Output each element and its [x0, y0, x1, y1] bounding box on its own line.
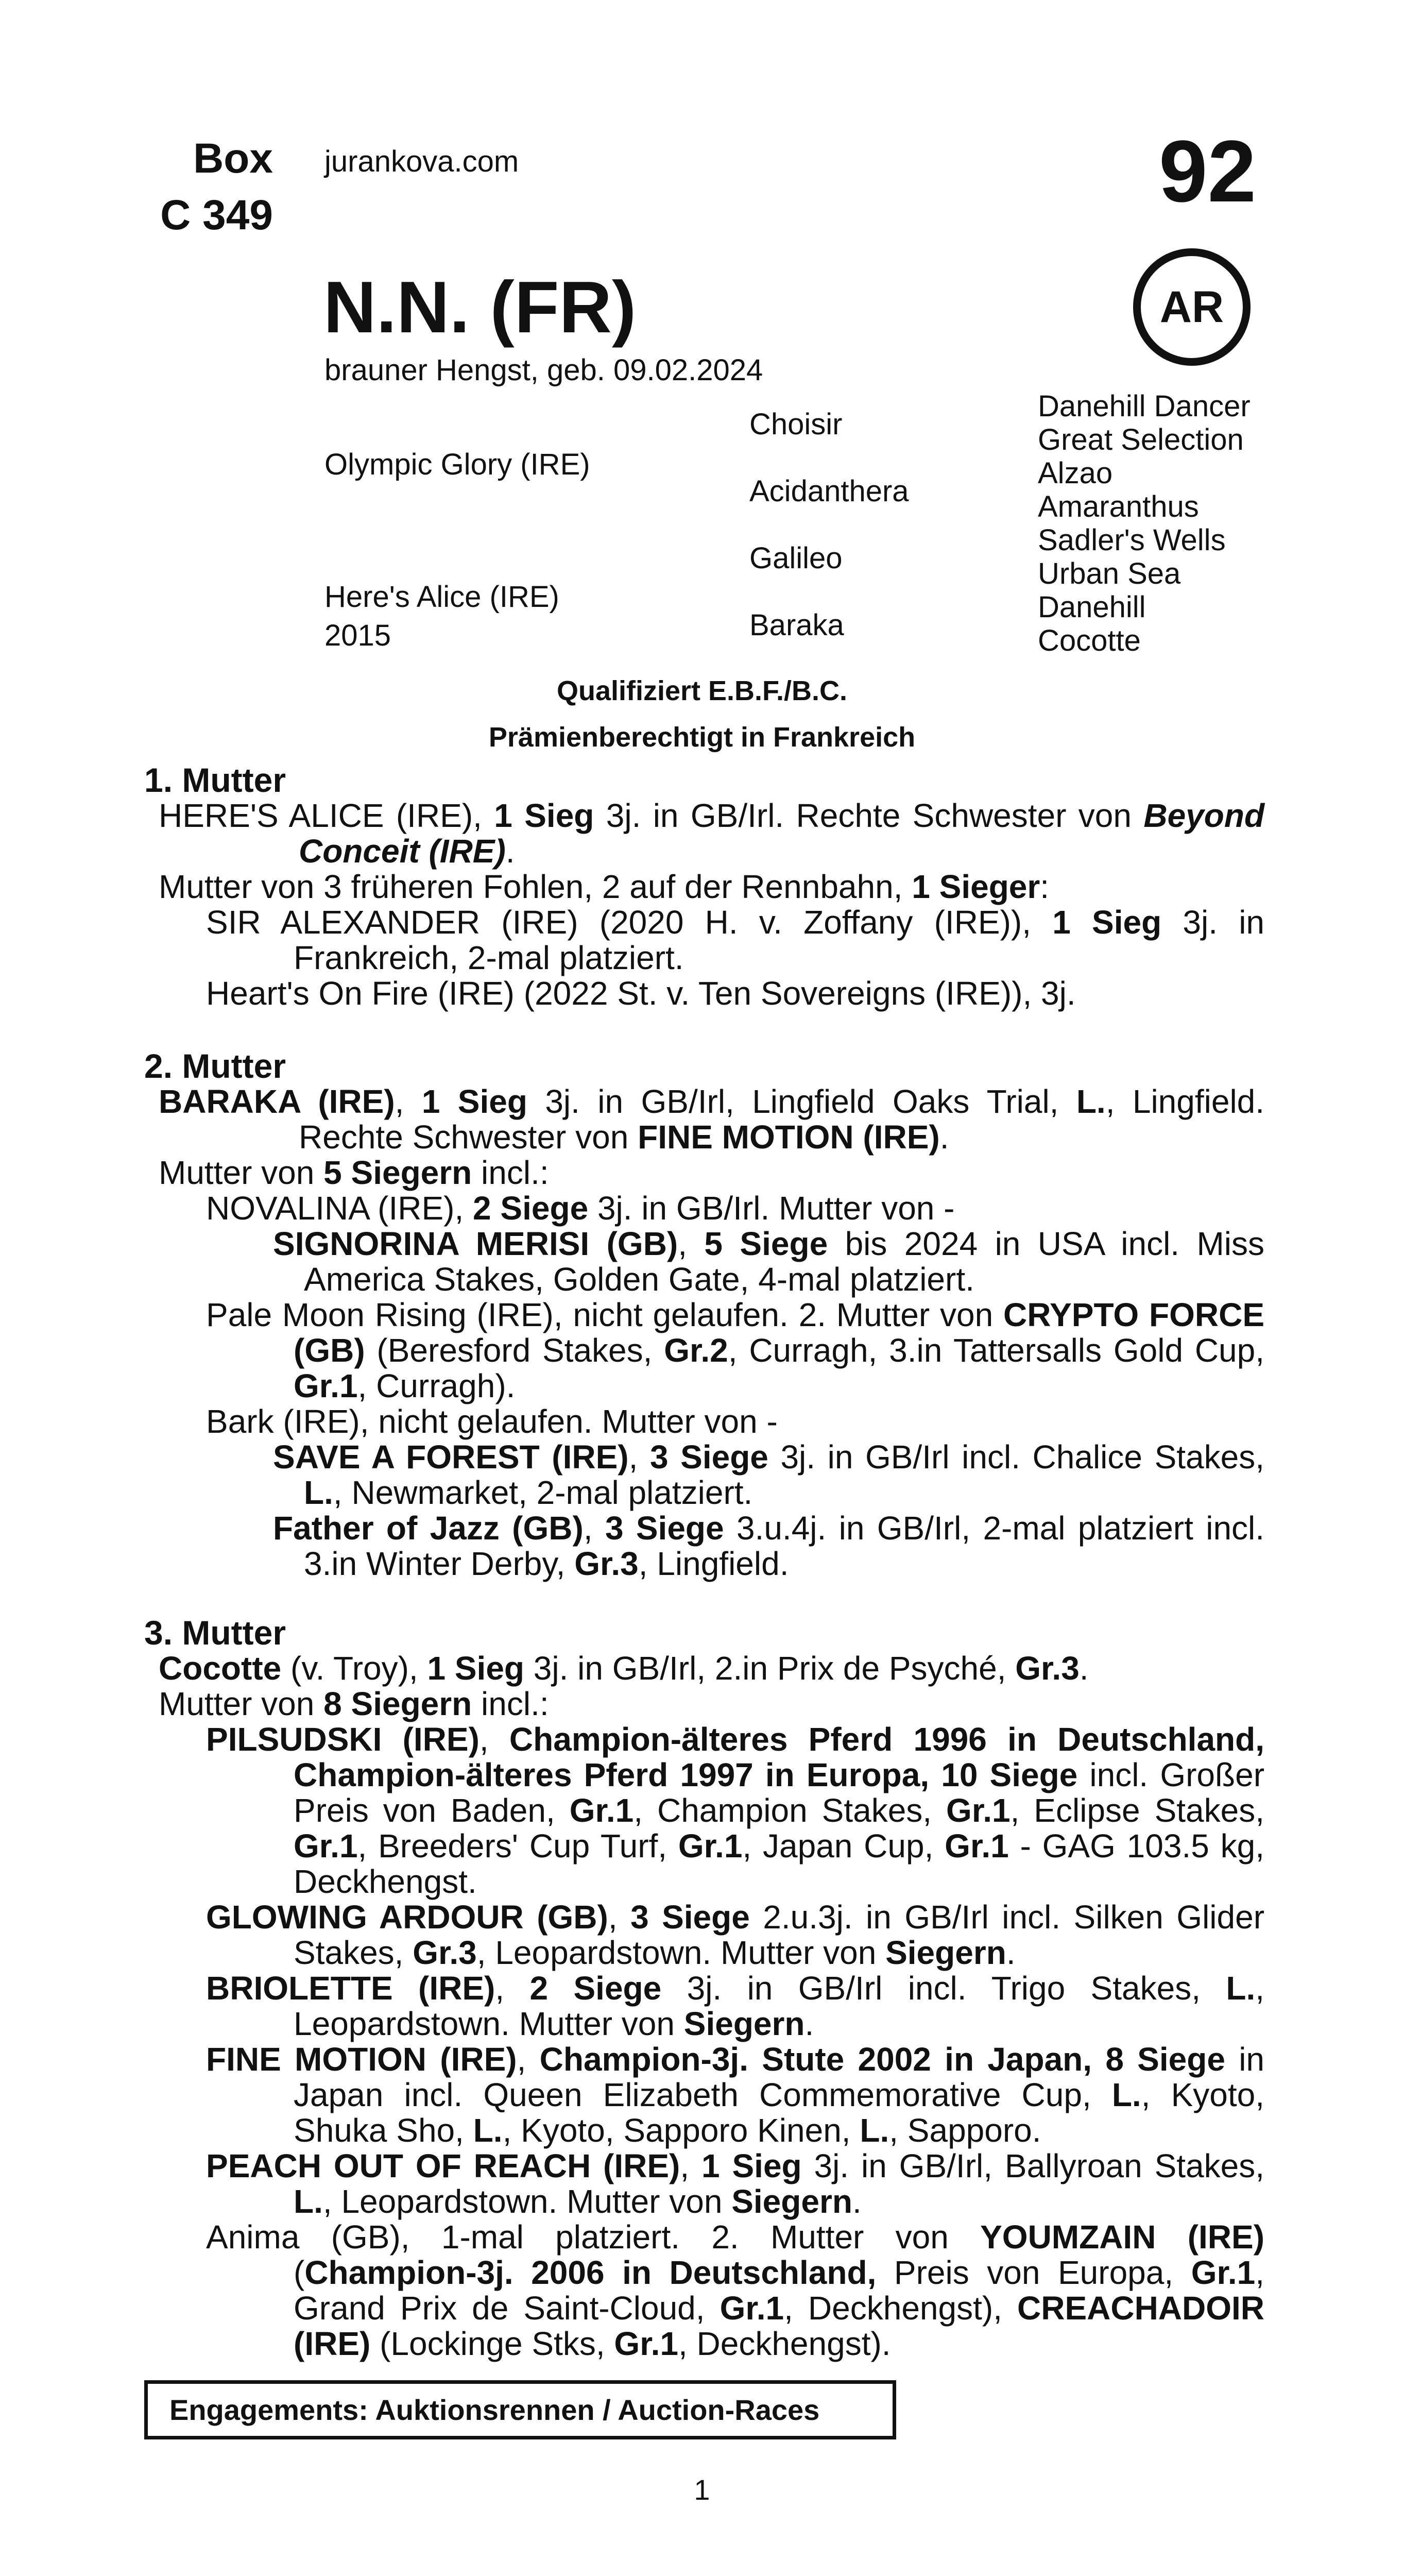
pedigree-dam-year: 2015 — [324, 619, 391, 652]
text-run: - GAG 103.5 kg, Deckhengst. — [294, 1827, 1265, 1900]
text-run: , Leopardstown. Mutter von — [476, 1934, 886, 1971]
text-run: , — [583, 1510, 605, 1547]
text-run: , — [678, 1225, 705, 1262]
bold-text: CRYPTO FORCE (GB) — [294, 1296, 1265, 1369]
bold-text: Gr.3 — [1015, 1650, 1080, 1687]
text-run: . — [1079, 1650, 1089, 1687]
text-run: , Kyoto, Shuka Sho, — [294, 2076, 1264, 2149]
bold-text: Gr.1 — [1191, 2254, 1256, 2291]
pedigree-grandparent: Acidanthera — [749, 474, 909, 508]
section-heading: 2. Mutter — [144, 1047, 286, 1085]
text-run: , Champion Stakes, — [633, 1792, 947, 1829]
text-run: Heart's On Fire (IRE) (2022 St. v. Ten Sovereigns (IRE)), 3j. — [206, 975, 1076, 1012]
horse-description: brauner Hengst, geb. 09.02.2024 — [324, 353, 763, 387]
text-run: (Beresford Stakes, — [365, 1332, 664, 1369]
bold-text: Gr.3 — [574, 1545, 639, 1582]
engagements-box — [144, 2380, 896, 2439]
lot-number: 92 — [1159, 123, 1257, 221]
text-run: , Leopardstown. Mutter von — [294, 1970, 1264, 2042]
qualification-note: Qualifiziert E.B.F./B.C. — [556, 675, 848, 706]
bold-text: Champion-älteres Pferd 1996 in Deutschland, Champion-älteres Pferd 1997 in Europa, 10 Siege — [294, 1721, 1265, 1793]
first-dam-section — [144, 762, 1264, 1011]
pedigree-great-grandparent: Urban Sea — [1038, 557, 1181, 590]
text-run: , — [517, 2041, 540, 2078]
offspring-entry — [144, 1900, 1264, 1971]
text-run: : — [1040, 868, 1050, 905]
offspring-entry — [144, 976, 1264, 1011]
bold-text: Champion-3j. 2006 in Deutschland, — [304, 2254, 877, 2291]
offspring-entry — [144, 2219, 1264, 2362]
bold-text: SIGNORINA MERISI (GB) — [273, 1225, 678, 1262]
bold-text: L. — [1076, 1083, 1106, 1120]
page-number: 1 — [694, 2473, 710, 2506]
text-run: in Japan incl. Queen Elizabeth Commemorative Cup, — [294, 2041, 1264, 2113]
text-run: , Eclipse Stakes, — [1010, 1792, 1264, 1829]
offspring-intro — [144, 1686, 1264, 1722]
text-run: . — [852, 2183, 862, 2220]
engagements-label: Engagements: Auktionsrennen / Auction-Races — [169, 2394, 820, 2426]
offspring-entry — [144, 905, 1264, 976]
text-run: 3j. in GB/Irl, 2.in Prix de Psyché, — [524, 1650, 1016, 1687]
text-run: , — [680, 2147, 702, 2184]
text-run: , — [495, 1970, 530, 2007]
bold-text: L. — [294, 2183, 323, 2220]
bold-text: CREACHADOIR (IRE) — [294, 2290, 1265, 2362]
text-run: . — [1006, 1934, 1016, 1971]
offspring-entry — [144, 1191, 1264, 1226]
text-run: , Breeders' Cup Turf, — [357, 1827, 678, 1865]
pedigree-great-grandparent: Alzao — [1038, 456, 1113, 490]
bold-text: Gr.1 — [294, 1827, 358, 1865]
offspring-entry — [144, 1404, 1264, 1439]
bold-text: L. — [1111, 2076, 1141, 2113]
text-run: Mutter von 3 früheren Fohlen, 2 auf der Rennbahn, — [159, 868, 912, 905]
text-run: Mutter von — [159, 1154, 324, 1191]
text-run: . — [939, 1118, 949, 1156]
grand-offspring-entry — [144, 1511, 1264, 1582]
bold-text: 2 Siege — [529, 1970, 662, 2007]
text-run: 3j. in GB/Irl incl. Trigo Stakes, — [661, 1970, 1226, 2007]
bold-text: PILSUDSKI (IRE) — [206, 1721, 480, 1758]
bold-text: Gr.2 — [664, 1332, 728, 1369]
grand-offspring-entry — [144, 1439, 1264, 1511]
text-run: , — [628, 1438, 650, 1476]
text-run: (Lockinge Stks, — [370, 2325, 614, 2362]
text-run: 3j. in GB/Irl. Mutter von - — [588, 1190, 955, 1227]
pedigree-great-grandparent: Cocotte — [1038, 624, 1141, 657]
dam-paragraph — [144, 1651, 1264, 1686]
text-run: , Sapporo. — [889, 2112, 1041, 2149]
bold-text: L. — [473, 2112, 503, 2149]
text-run: bis 2024 in USA incl. Miss America Stakes, Golden Gate, 4-mal platziert. — [304, 1225, 1264, 1298]
bold-text: FINE MOTION (IRE) — [206, 2041, 517, 2078]
pedigree-great-grandparent: Danehill Dancer — [1038, 389, 1251, 423]
text-run: Preis von Europa, — [876, 2254, 1191, 2291]
grand-offspring-entry — [144, 1226, 1264, 1297]
text-run: , — [479, 1721, 509, 1758]
bold-text: 1 Sieg — [1052, 904, 1162, 941]
bold-text: L. — [860, 2112, 889, 2149]
bold-text: 3 Siege — [649, 1438, 768, 1476]
text-run: , Leopardstown. Mutter von — [322, 2183, 732, 2220]
bold-text: 1 Sieg — [421, 1083, 527, 1120]
pedigree-great-grandparent: Sadler's Wells — [1038, 523, 1226, 557]
premium-note: Prämienberechtigt in Frankreich — [488, 722, 916, 753]
text-run: 2.u.3j. in GB/Irl incl. Silken Glider Stakes, — [294, 1899, 1265, 1971]
bold-text: 2 Siege — [473, 1190, 589, 1227]
bold-text: Gr.1 — [945, 1827, 1009, 1865]
pedigree-grandparent: Baraka — [749, 608, 844, 642]
bold-text: GLOWING ARDOUR (GB) — [206, 1899, 608, 1936]
second-dam-section — [144, 1048, 1264, 1582]
bold-text: 5 Siegern — [323, 1154, 472, 1191]
text-run: , Newmarket, 2-mal platziert. — [333, 1474, 753, 1511]
text-run: 3j. in GB/Irl, Ballyroan Stakes, — [801, 2147, 1265, 2184]
bold-text: Gr.1 — [720, 2290, 784, 2327]
offspring-intro — [144, 869, 1264, 905]
text-run: (v. Troy), — [281, 1650, 427, 1687]
bold-text: Champion-3j. Stute 2002 in Japan, 8 Siege — [539, 2041, 1225, 2078]
bold-text: L. — [1226, 1970, 1256, 2007]
text-run: , Deckhengst). — [678, 2325, 891, 2362]
text-run: , Kyoto, Sapporo Kinen, — [502, 2112, 860, 2149]
text-run: Pale Moon Rising (IRE), nicht gelaufen. 2. Mutter von — [206, 1296, 1004, 1333]
bold-text: YOUMZAIN (IRE) — [980, 2218, 1264, 2256]
offspring-entry — [144, 2042, 1264, 2148]
ar-badge-label: AR — [1159, 282, 1224, 332]
bold-text: FINE MOTION (IRE) — [638, 1118, 940, 1156]
bold-text: Cocotte — [159, 1650, 282, 1687]
offspring-entry — [144, 2148, 1264, 2219]
bold-text: 1 Sieg — [701, 2147, 802, 2184]
bold-text: 8 Siegern — [323, 1685, 472, 1722]
bold-text: 3 Siege — [605, 1510, 724, 1547]
box-label: Box — [193, 135, 273, 182]
text-run: , Japan Cup, — [742, 1827, 945, 1865]
bold-text: Beyond Conceit (IRE) — [299, 797, 1265, 870]
text-run: NOVALINA (IRE), — [206, 1190, 473, 1227]
box-number: C 349 — [160, 192, 273, 239]
text-run: SIR ALEXANDER (IRE) (2020 H. v. Zoffany (IRE)), — [206, 904, 1053, 941]
bold-text: Siegern — [683, 2005, 805, 2042]
text-run: , Grand Prix de Saint-Cloud, — [294, 2254, 1265, 2327]
offspring-entry — [144, 1722, 1264, 1900]
dam-paragraph — [144, 1084, 1264, 1155]
text-run: incl. Großer Preis von Baden, — [294, 1756, 1265, 1829]
bold-text: L. — [304, 1474, 333, 1511]
bold-text: 1 Sieger — [912, 868, 1040, 905]
bold-text: Gr.1 — [678, 1827, 743, 1865]
text-run: 3j. in Frankreich, 2-mal platziert. — [294, 904, 1265, 976]
section-heading: 1. Mutter — [144, 761, 286, 799]
bold-text: Siegern — [731, 2183, 852, 2220]
text-run: , Deckhengst), — [784, 2290, 1018, 2327]
offspring-entry — [144, 1297, 1264, 1404]
pedigree-grandparent: Galileo — [749, 541, 843, 575]
text-run: 3j. in GB/Irl, Lingfield Oaks Trial, — [527, 1083, 1076, 1120]
text-run: Mutter von — [159, 1685, 324, 1722]
pedigree-great-grandparent: Danehill — [1038, 590, 1146, 624]
bold-text: PEACH OUT OF REACH (IRE) — [206, 2147, 680, 2184]
third-dam-section — [144, 1615, 1264, 2362]
bold-text: Gr.1 — [569, 1792, 634, 1829]
text-run: , — [395, 1083, 422, 1120]
bold-text: 1 Sieg — [494, 797, 594, 834]
text-run: , Curragh, 3.in Tattersalls Gold Cup, — [728, 1332, 1265, 1369]
dam-paragraph — [144, 798, 1264, 869]
text-run: Anima (GB), 1-mal platziert. 2. Mutter von — [206, 2218, 981, 2256]
section-heading: 3. Mutter — [144, 1614, 286, 1652]
bold-text: Gr.1 — [946, 1792, 1011, 1829]
horse-name: N.N. (FR) — [323, 266, 637, 348]
text-run: , Lingfield. Rechte Schwester von — [299, 1083, 1265, 1156]
bold-text: 3 Siege — [630, 1899, 750, 1936]
pedigree-grandparent: Choisir — [749, 408, 843, 441]
bold-text: Gr.3 — [413, 1934, 477, 1971]
bold-text: BRIOLETTE (IRE) — [206, 1970, 495, 2007]
text-run: HERE'S ALICE (IRE), — [159, 797, 494, 834]
text-run: , — [608, 1899, 631, 1936]
bold-text: Gr.1 — [294, 1367, 358, 1404]
text-run: . — [804, 2005, 814, 2042]
text-run: 3.u.4j. in GB/Irl, 2-mal platziert incl. 3.in Winter Derby, — [304, 1510, 1265, 1582]
pedigree-dam: Here's Alice (IRE) — [324, 580, 559, 614]
text-run: , Curragh). — [357, 1367, 516, 1404]
text-run: 3j. in GB/Irl. Rechte Schwester von — [594, 797, 1144, 834]
text-run: incl.: — [472, 1154, 549, 1191]
ar-badge — [1133, 248, 1251, 366]
offspring-intro — [144, 1155, 1264, 1191]
offspring-entry — [144, 1971, 1264, 2042]
website: jurankova.com — [324, 145, 519, 178]
pedigree-sire: Olympic Glory (IRE) — [324, 448, 590, 481]
bold-text: Siegern — [885, 1934, 1006, 1971]
text-run: , Lingfield. — [638, 1545, 789, 1582]
bold-text: SAVE A FOREST (IRE) — [273, 1438, 629, 1476]
bold-text: Gr.1 — [614, 2325, 678, 2362]
bold-text: Father of Jazz (GB) — [273, 1510, 584, 1547]
text-run: incl.: — [472, 1685, 549, 1722]
text-run: . — [505, 833, 515, 870]
text-run: ( — [294, 2254, 305, 2291]
text-run: 3j. in GB/Irl incl. Chalice Stakes, — [768, 1438, 1265, 1476]
bold-text: BARAKA (IRE) — [159, 1083, 395, 1120]
text-run: Bark (IRE), nicht gelaufen. Mutter von - — [206, 1403, 778, 1440]
bold-text: 5 Siege — [704, 1225, 828, 1262]
pedigree-great-grandparent: Great Selection — [1038, 423, 1244, 456]
bold-text: 1 Sieg — [427, 1650, 524, 1687]
pedigree-great-grandparent: Amaranthus — [1038, 490, 1199, 523]
